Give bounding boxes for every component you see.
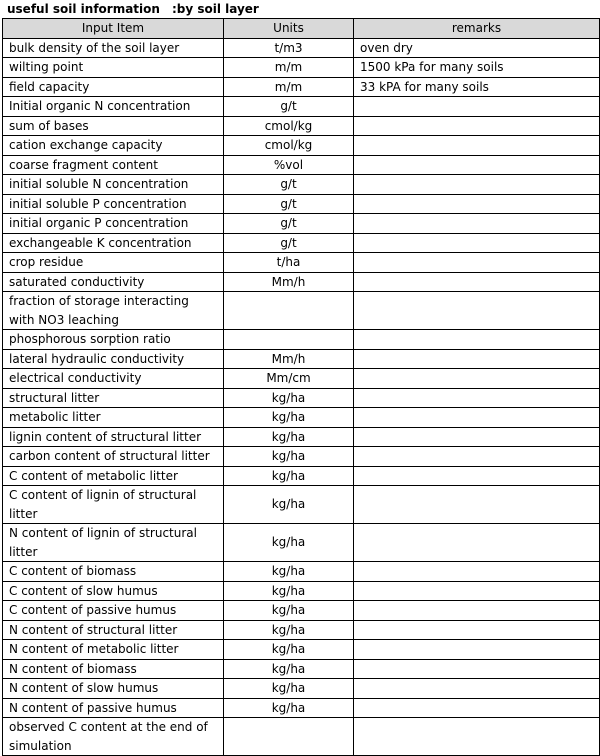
cell-units: %vol <box>224 155 354 175</box>
table-row <box>3 698 600 718</box>
cell-input-item: C content of lignin of structural litter <box>3 486 224 524</box>
table-row <box>3 214 600 234</box>
cell-remarks <box>354 175 600 195</box>
cell-remarks <box>354 601 600 621</box>
cell-units: g/t <box>224 233 354 253</box>
cell-units: kg/ha <box>224 698 354 718</box>
cell-units: kg/ha <box>224 427 354 447</box>
cell-input-item: structural litter <box>3 388 224 408</box>
cell-units: Mm/cm <box>224 369 354 389</box>
cell-input-item: N content of passive humus <box>3 698 224 718</box>
cell-units: kg/ha <box>224 640 354 660</box>
cell-remarks: 1500 kPa for many soils <box>354 58 600 78</box>
cell-input-item: phosphorous sorption ratio <box>3 330 224 350</box>
cell-units: cmol/kg <box>224 116 354 136</box>
cell-input-item: electrical conductivity <box>3 369 224 389</box>
document-title: useful soil information :by soil layer <box>7 2 259 16</box>
cell-units: kg/ha <box>224 447 354 467</box>
cell-remarks <box>354 330 600 350</box>
cell-remarks <box>354 659 600 679</box>
cell-units: kg/ha <box>224 388 354 408</box>
table-row <box>3 58 600 78</box>
header-units: Units <box>224 19 354 39</box>
cell-remarks <box>354 136 600 156</box>
cell-input-item: N content of metabolic litter <box>3 640 224 660</box>
table-row <box>3 447 600 467</box>
cell-input-item: initial organic P concentration <box>3 214 224 234</box>
cell-units: kg/ha <box>224 466 354 486</box>
table-row <box>3 369 600 389</box>
table-row <box>3 620 600 640</box>
cell-remarks <box>354 640 600 660</box>
cell-remarks <box>354 581 600 601</box>
cell-input-item: metabolic litter <box>3 408 224 428</box>
cell-input-item: C content of slow humus <box>3 581 224 601</box>
cell-units: t/m3 <box>224 38 354 58</box>
table-row <box>3 562 600 582</box>
table-row <box>3 601 600 621</box>
cell-remarks <box>354 408 600 428</box>
cell-remarks: oven dry <box>354 38 600 58</box>
cell-remarks <box>354 466 600 486</box>
cell-units: kg/ha <box>224 620 354 640</box>
header-input-item: Input Item <box>3 19 224 39</box>
cell-units: Mm/h <box>224 349 354 369</box>
cell-units: kg/ha <box>224 486 354 524</box>
cell-remarks <box>354 194 600 214</box>
cell-remarks <box>354 524 600 562</box>
cell-units: g/t <box>224 214 354 234</box>
cell-remarks <box>354 97 600 117</box>
cell-units: kg/ha <box>224 581 354 601</box>
cell-input-item: N content of biomass <box>3 659 224 679</box>
cell-units: kg/ha <box>224 562 354 582</box>
cell-input-item: N content of slow humus <box>3 679 224 699</box>
cell-input-item: exchangeable K concentration <box>3 233 224 253</box>
table-body <box>3 38 600 756</box>
cell-input-item: wilting point <box>3 58 224 78</box>
cell-remarks <box>354 292 600 330</box>
cell-units: cmol/kg <box>224 136 354 156</box>
table-row <box>3 524 600 562</box>
table-row <box>3 155 600 175</box>
cell-input-item: bulk density of the soil layer <box>3 38 224 58</box>
cell-units: kg/ha <box>224 408 354 428</box>
table-row <box>3 233 600 253</box>
table-row <box>3 272 600 292</box>
cell-input-item: carbon content of structural litter <box>3 447 224 467</box>
cell-input-item: C content of passive humus <box>3 601 224 621</box>
table-row <box>3 175 600 195</box>
cell-input-item: initial soluble N concentration <box>3 175 224 195</box>
cell-remarks: 33 kPA for many soils <box>354 77 600 97</box>
cell-input-item: observed C content at the end of simulation <box>3 718 224 756</box>
table-row <box>3 136 600 156</box>
table-row <box>3 640 600 660</box>
cell-remarks <box>354 349 600 369</box>
cell-input-item: sum of bases <box>3 116 224 136</box>
cell-remarks <box>354 272 600 292</box>
cell-units: g/t <box>224 194 354 214</box>
cell-remarks <box>354 253 600 273</box>
table-row <box>3 486 600 524</box>
cell-remarks <box>354 116 600 136</box>
cell-input-item: C content of metabolic litter <box>3 466 224 486</box>
cell-remarks <box>354 214 600 234</box>
cell-input-item: coarse fragment content <box>3 155 224 175</box>
cell-input-item: N content of structural litter <box>3 620 224 640</box>
table-row <box>3 718 600 756</box>
cell-remarks <box>354 486 600 524</box>
cell-remarks <box>354 388 600 408</box>
cell-remarks <box>354 447 600 467</box>
cell-units: Mm/h <box>224 272 354 292</box>
cell-remarks <box>354 369 600 389</box>
cell-remarks <box>354 620 600 640</box>
cell-remarks <box>354 562 600 582</box>
cell-input-item: lateral hydraulic conductivity <box>3 349 224 369</box>
cell-remarks <box>354 718 600 756</box>
cell-input-item: C content of biomass <box>3 562 224 582</box>
cell-input-item: initial soluble P concentration <box>3 194 224 214</box>
soil-info-table <box>2 18 600 756</box>
table-row <box>3 408 600 428</box>
cell-input-item: N content of lignin of structural litter <box>3 524 224 562</box>
table-row <box>3 38 600 58</box>
cell-remarks <box>354 698 600 718</box>
cell-input-item: fraction of storage interacting with NO3 leaching <box>3 292 224 330</box>
cell-remarks <box>354 233 600 253</box>
table-row <box>3 466 600 486</box>
cell-units: kg/ha <box>224 679 354 699</box>
cell-input-item: Initial organic N concentration <box>3 97 224 117</box>
table-row <box>3 194 600 214</box>
cell-units: g/t <box>224 97 354 117</box>
cell-units: kg/ha <box>224 601 354 621</box>
table-row <box>3 659 600 679</box>
cell-remarks <box>354 679 600 699</box>
table-row <box>3 427 600 447</box>
table-row <box>3 97 600 117</box>
cell-remarks <box>354 155 600 175</box>
cell-input-item: saturated conductivity <box>3 272 224 292</box>
header-remarks: remarks <box>354 19 600 39</box>
cell-input-item: lignin content of structural litter <box>3 427 224 447</box>
cell-input-item: crop residue <box>3 253 224 273</box>
table-row <box>3 253 600 273</box>
table-header-row <box>3 19 600 39</box>
table-row <box>3 330 600 350</box>
cell-units: t/ha <box>224 253 354 273</box>
cell-units <box>224 292 354 330</box>
table-row <box>3 116 600 136</box>
table-row <box>3 77 600 97</box>
table-row <box>3 581 600 601</box>
cell-units <box>224 330 354 350</box>
cell-input-item: cation exchange capacity <box>3 136 224 156</box>
table-row <box>3 679 600 699</box>
cell-units <box>224 718 354 756</box>
cell-units: g/t <box>224 175 354 195</box>
cell-units: kg/ha <box>224 524 354 562</box>
cell-units: m/m <box>224 58 354 78</box>
table-row <box>3 349 600 369</box>
cell-input-item: field capacity <box>3 77 224 97</box>
table-row <box>3 292 600 330</box>
cell-units: m/m <box>224 77 354 97</box>
cell-remarks <box>354 427 600 447</box>
cell-units: kg/ha <box>224 659 354 679</box>
table-row <box>3 388 600 408</box>
